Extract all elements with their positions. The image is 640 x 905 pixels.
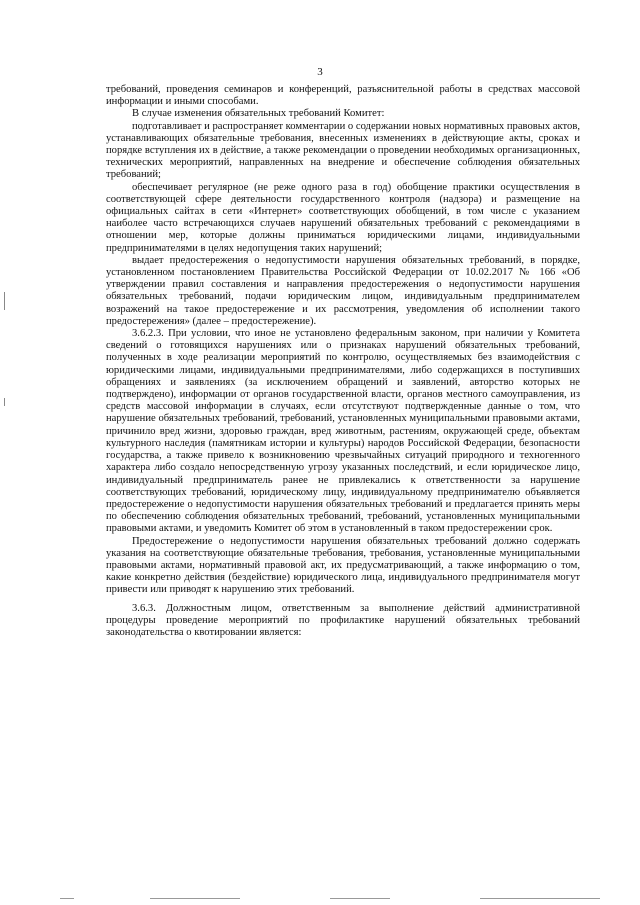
paragraph-3-6-3: 3.6.3. Должностным лицом, ответственным за выполнение действий административной процедуры проведение мероприятий по профилактике нарушений обязательных требований законодательства о квотировании является: <box>106 602 580 638</box>
paragraph-committee-intro: В случае изменения обязательных требований Комитет: <box>132 108 385 120</box>
paragraph-prepares-comments: подготавливает и распространяет комментарии о содержании новых нормативных правовых актов, устанавливающих обязательные требования, внесенных изменениях в действующие акты, сроках и порядке вступления их в действие, а также рекомендации о проведении необходимых организационных, технических мероприятий, направленных на внедрение и обеспечение соблюдения обязательных требований; <box>106 120 580 181</box>
paragraph-3-6-2-3: 3.6.2.3. При условии, что иное не установлено федеральным законом, при наличии у Комитета сведений о готовящихся нарушениях или о признаках нарушений обязательных требований, полученных в ходе реализации мероприятий по контролю, осуществляемых без взаимодействия с юридическими лицами, индивидуальными предпринимателями, либо содержащихся в поступивших обращениях и заявлениях (за исключением обращений и заявлений, авторство которых не подтверждено), информации от органов государственной власти, органов местного самоуправления, из средств массовой информации в случаях, если отсутствуют подтвержденные данные о том, что нарушение обязательных требований, требований, установленных муниципальными правовыми актами, причинило вред жизни, здоровью граждан, вред животным, растениям, окружающей среде, объектам культурного наследия (памятникам истории и культуры) народов Российской Федерации, безопасности государства, а также привело к возникновению чрезвычайных ситуаций природного и техногенного характера либо создало непосредственную угрозу указанных последствий, и если юридическое лицо, индивидуальный предприниматель ранее не привлекались к ответственности за нарушение соответствующих требований, юридическому лицу, индивидуальному предпринимателю объявляется предостережение о недопустимости нарушения обязательных требований и предлагается принять меры по обеспечению соблюдения обязательных требований, требований, установленных муниципальными правовыми актами, и уведомить Комитет об этом в установленный в таком предостережении срок. <box>106 328 580 535</box>
scan-margin-mark <box>4 398 5 406</box>
scan-margin-mark <box>4 292 5 310</box>
scan-edge-line <box>60 898 74 899</box>
paragraph-issues-warnings: выдает предостережения о недопустимости нарушения обязательных требований, в порядке, установленном постановлением Правительства Российской Федерации от 10.02.2017 № 166 «Об утверждении правил составления и направления предостережения о недопустимости нарушения обязательных требований, подачи юридическим лицом, индивидуальным предпринимателем возражений на такое предостережение и их рассмотрения, уведомления об исполнении такого предостережения» (далее – предостережение). <box>106 254 580 327</box>
page-number: 3 <box>317 66 323 78</box>
paragraph-generalizes-practice: обеспечивает регулярное (не реже одного раза в год) обобщение практики осуществления в соответствующей сфере деятельности государственного контроля (надзора) и размещение на официальных сайтах в сети «Интернет» соответствующих обобщений, в том числе с указанием наиболее часто встречающихся случаев нарушений обязательных требований с рекомендациями в отношении мер, которые должны приниматься юридическими лицами, индивидуальными предпринимателями в целях недопущения таких нарушений; <box>106 181 580 254</box>
scan-edge-line <box>330 898 390 899</box>
scan-edge-line <box>480 898 600 899</box>
scan-edge-line <box>150 898 240 899</box>
document-body <box>106 84 580 639</box>
paragraph-continuation: требований, проведения семинаров и конференций, разъяснительной работы в средствах массовой информации и иными способами. <box>106 84 580 108</box>
paragraph-warning-content: Предостережение о недопустимости нарушения обязательных требований должно содержать указания на соответствующие обязательные требования, требования, установленные муниципальными правовыми актами, нормативный правовой акт, их предусматривающий, а также информацию о том, какие конкретно действия (бездействие) юридического лица, индивидуального предпринимателя могут привести или приводят к нарушению этих требований. <box>106 535 580 596</box>
